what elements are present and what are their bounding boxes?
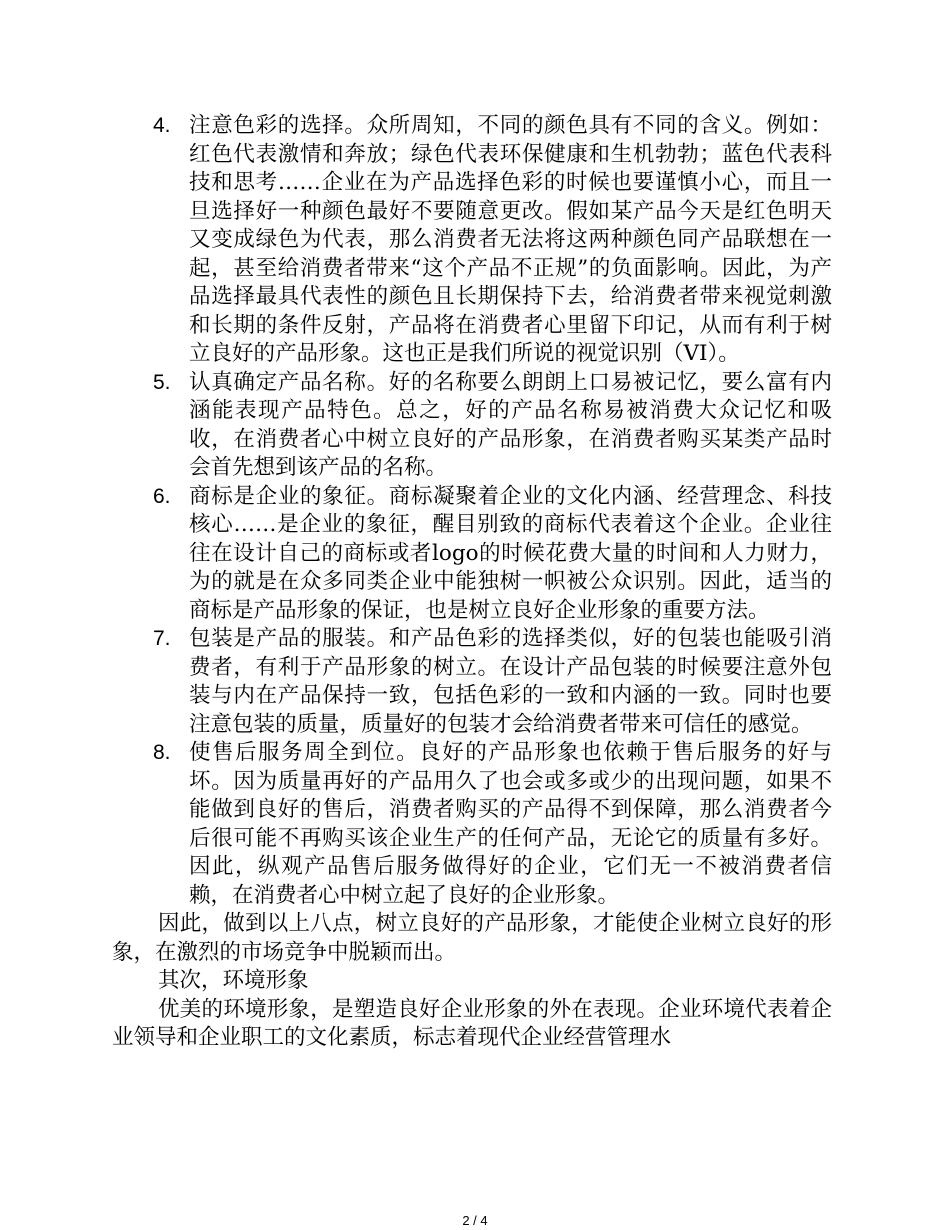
- list-number: 5.: [153, 370, 171, 394]
- list-item-7: [112, 625, 832, 739]
- list-text: 商标是企业的象征。商标凝聚着企业的文化内涵、经营理念、科技核心……是企业的象征，醒目别致的商标代表着这个企业。企业往往在设计自己的商标或者logo的时候花费大量的时间和人力财力，为的就是在众多同类企业中能独树一帜被公众识别。因此，适当的商标是产品形象的保证，也是树立良好企业形象的重要方法。: [189, 483, 832, 623]
- list-number: 4.: [153, 114, 171, 137]
- list-item-8: [112, 739, 832, 910]
- environment-paragraph: 优美的环境形象，是塑造良好企业形象的外在表现。企业环境代表着企业领导和企业职工的文化素质，标志着现代企业经营管理水: [112, 996, 832, 1050]
- list-text: 认真确定产品名称。好的名称要么朗朗上口易被记忆，要么富有内涵能表现产品特色。总之，好的产品名称易被消费大众记忆和吸收，在消费者心中树立良好的产品形象，在消费者购买某类产品时会首先想到该产品的名称。: [189, 369, 832, 480]
- list-item-5: [112, 369, 832, 483]
- list-number: 7.: [153, 627, 171, 650]
- list-item-4: [112, 112, 832, 369]
- list-number: 6.: [153, 484, 171, 508]
- page-content: [112, 112, 832, 1053]
- list-text: 使售后服务周全到位。良好的产品形象也依赖于售后服务的好与坏。因为质量再好的产品用久了也会或多或少的出现问题，如果不能做到良好的售后，消费者购买的产品得不到保障，那么消费者今后很可能不再购买该企业生产的任何产品，无论它的质量有多好。因此，纵观产品售后服务做得好的企业，它们无一不被消费者信赖，在消费者心中树立起了良好的企业形象。: [189, 740, 832, 908]
- list-text: 包装是产品的服装。和产品色彩的选择类似，好的包装也能吸引消费者，有利于产品形象的树立。在设计产品包装的时候要注意外包装与内在产品保持一致，包括色彩的一致和内涵的一致。同时也要注意包装的质量，质量好的包装才会给消费者带来可信任的感觉。: [189, 626, 832, 737]
- list-number: 8.: [153, 741, 171, 764]
- list-item-6: [112, 483, 832, 626]
- list-text: 注意色彩的选择。众所周知，不同的颜色具有不同的含义。例如：红色代表激情和奔放；绿色代表环保健康和生机勃勃；蓝色代表科技和思考……企业在为产品选择色彩的时候也要谨慎小心，而且一旦选择好一种颜色最好不要随意更改。假如某产品今天是红色明天又变成绿色为代表，那么消费者无法将这两种颜色同产品联想在一起，甚至给消费者带来“这个产品不正规”的负面影响。因此，为产品选择最具代表性的颜色且长期保持下去，给消费者带来视觉刺激和长期的条件反射，产品将在消费者心里留下印记，从而有利于树立良好的产品形象。这也正是我们所说的视觉识别（VI）。: [189, 113, 832, 366]
- conclusion-paragraph: 因此，做到以上八点，树立良好的产品形象，才能使企业树立良好的形象，在激烈的市场竞争中脱颖而出。: [112, 911, 832, 965]
- section-heading: 其次，环境形象: [158, 968, 309, 993]
- page-number: 2 / 4: [462, 1213, 488, 1228]
- numbered-list: [112, 112, 832, 910]
